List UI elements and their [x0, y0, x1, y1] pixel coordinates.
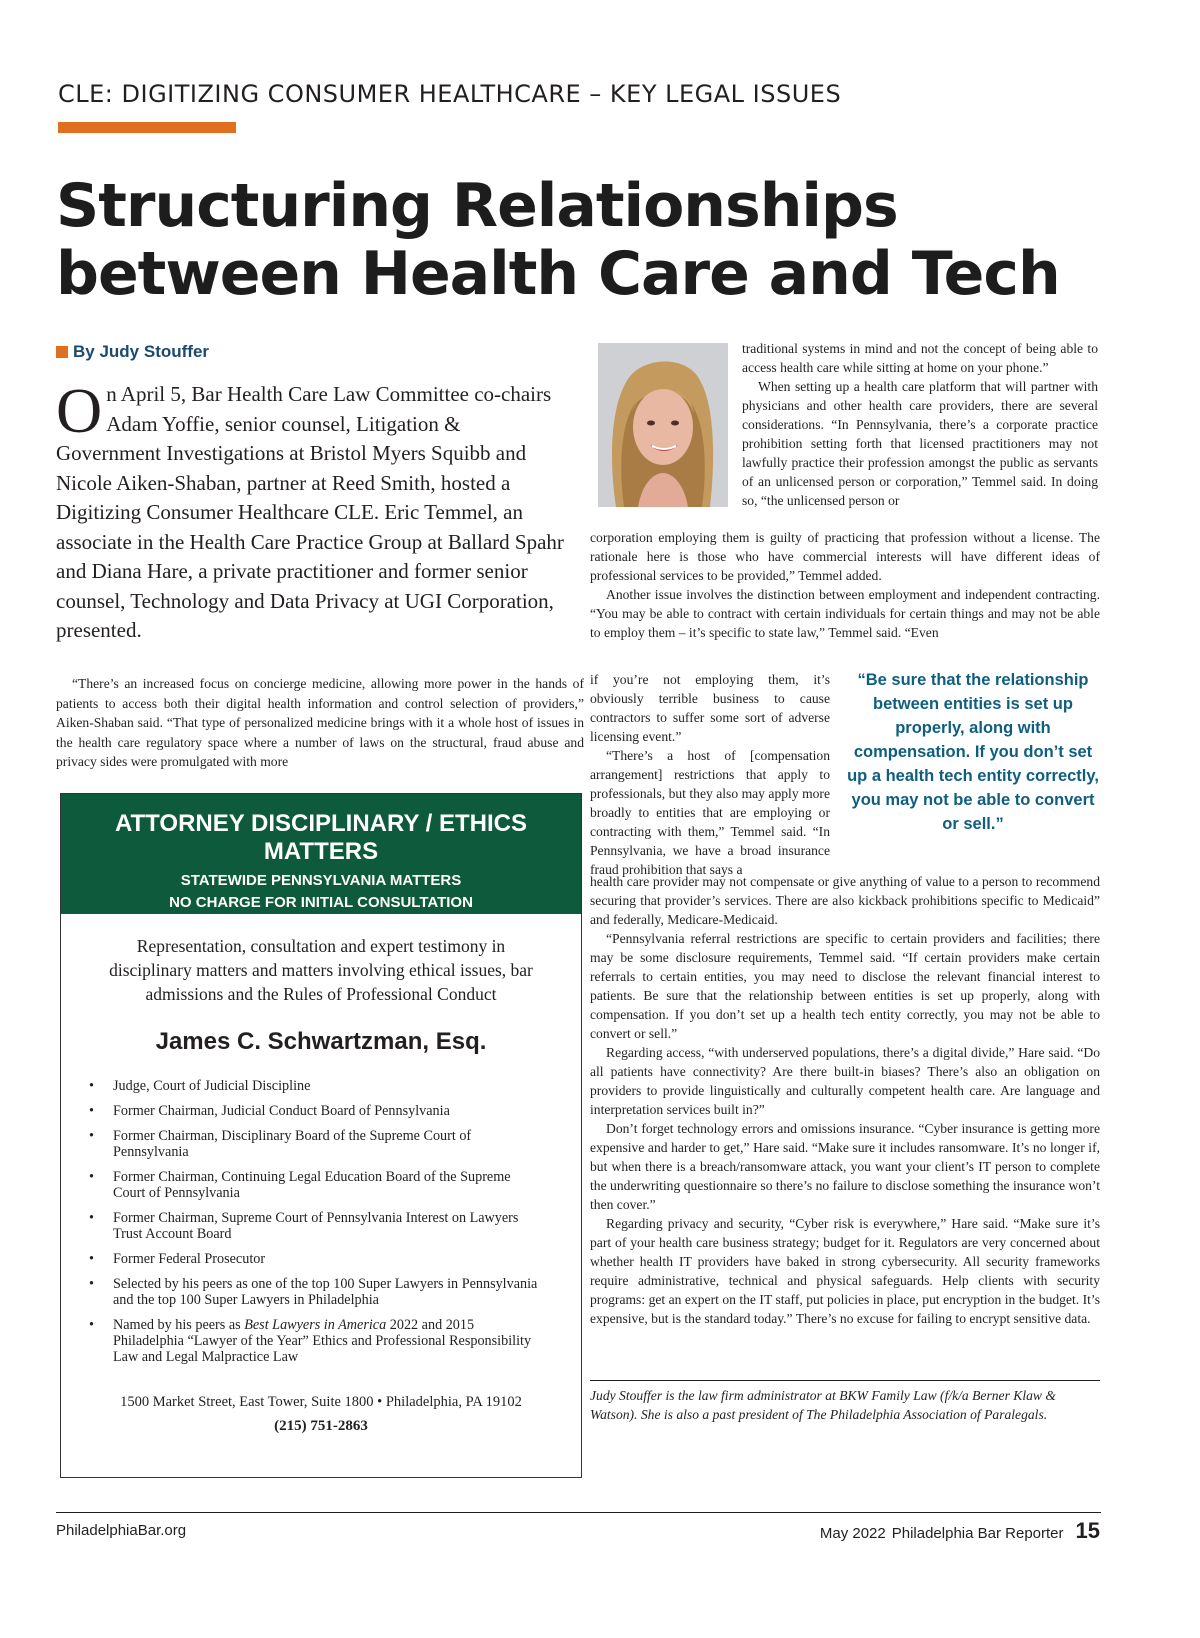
- article-column-2-bottom: [590, 872, 1100, 1328]
- list-item: • Judge, Court of Judicial Discipline: [89, 1078, 311, 1094]
- footer-publication: Philadelphia Bar Reporter: [891, 1525, 1064, 1542]
- body-paragraph: When setting up a health care platform that will partner with physicians and other health care providers, there are several considerations. “In Pennsylvania, there’s a corporate practice prohibition setting forth that licensed practitioners may not lawfully practice their profession amongst the public as servants of an unlicensed person or corporation,” Temmel said. In doing so, “the unlicensed person or: [742, 379, 1098, 508]
- body-paragraph: Don’t forget technology errors and omissions insurance. “Cyber insurance is getting more expensive and harder to get,” Hare said. “Make sure it includes ransomware. It’s no longer if, but when there is a breach/ransomware attack, you want your client’s IT person to complete the underwriting questionnaire so there’s no failure to disclose something the insurance won’t then cover.”: [590, 1121, 1100, 1212]
- body-paragraph: traditional systems in mind and not the concept of being able to access health care while sitting at home on your phone.”: [742, 341, 1098, 375]
- ad-header: [61, 794, 581, 914]
- ad-subtitle: STATEWIDE PENNSYLVANIA MATTERS: [180, 872, 462, 889]
- author-photo: [598, 343, 728, 507]
- ad-intro: Representation, consultation and expert testimony in disciplinary matters and matters involving ethical issues, bar admissions and the Rules of Professional Conduct: [109, 936, 533, 1004]
- footer-publication-info: [820, 1518, 1100, 1544]
- body-paragraph: “There’s a host of [compensation arrangement] restrictions that apply to professionals, but they also may apply more broadly to entities that are employing or contracting with them,” Temmel said. “In Pennsylvania, we have a broad insurance fraud prohibition that says a: [590, 748, 830, 877]
- article-column-2-top: [742, 339, 1098, 510]
- article-headline: Structuring Relationships between Health Care and Tech: [56, 171, 1060, 309]
- ad-address: 1500 Market Street, East Tower, Suite 1800 • Philadelphia, PA 19102: [120, 1394, 522, 1410]
- article-column-2-beside-quote: [590, 670, 830, 879]
- footer-date: May 2022: [819, 1525, 886, 1542]
- list-item: • Former Chairman, Supreme Court of Pennsylvania Interest on Lawyers Trust Account Board: [89, 1210, 519, 1242]
- bullet-icon: •: [89, 1210, 94, 1226]
- lead-text: n April 5, Bar Health Care Law Committee co-chairs Adam Yoffie, senior counsel, Litigation & Government Investigations at Bristol Myers Squibb and Nicole Aiken-Shaban, partner at Reed Smith, hosted a Digitizing Consumer Healthcare CLE. Eric Temmel, an associate in the Health Care Practice Group at Ballard Spahr and Diana Hare, a private practitioner and former senior counsel, Technology and Data Privacy at UGI Corporation, presented.: [56, 382, 564, 642]
- ad-attorney-name: James C. Schwartzman, Esq.: [155, 1028, 487, 1055]
- byline-square-icon: [56, 346, 68, 358]
- byline: [56, 342, 209, 362]
- kicker-accent-rule: [58, 122, 236, 133]
- body-paragraph: corporation employing them is guilty of practicing that profession without a license. The rationale here is those who have commercial interests will have different ideas of professional services to be provided,” Temmel added.: [590, 530, 1100, 583]
- body-paragraph: if you’re not employing them, it’s obviously terrible business to cause contractors to suffer some sort of adverse licensing event.”: [590, 672, 830, 744]
- bio-divider: [590, 1380, 1100, 1381]
- byline-text: By Judy Stouffer: [73, 342, 210, 361]
- bullet-icon: •: [89, 1276, 94, 1292]
- bullet-icon: •: [89, 1078, 94, 1094]
- body-paragraph: health care provider may not compensate or give anything of value to a person to recommend securing that provider’s services. There are also kickback prohibitions specific to Medicaid” and federally, Medicare-Medicaid.: [590, 874, 1100, 927]
- footer-divider: [56, 1512, 1101, 1513]
- bullet-icon: •: [89, 1251, 94, 1267]
- list-item: • Former Federal Prosecutor: [89, 1251, 266, 1267]
- ad-title: ATTORNEY DISCIPLINARY / ETHICS MATTERS: [114, 810, 528, 865]
- body-paragraph: Regarding privacy and security, “Cyber risk is everywhere,” Hare said. “Make sure it’s part of your health care business strategy; budget for it. Regulators are very concerned about whether health IT providers have baked in strong cybersecurity. All security frameworks require administrative, technical and physical safeguards. Help clients with security programs: get an expert on the IT staff, put policies in place, put encryption in the budget. It’s expensive, but is the standard today.” There’s no excuse for failing to encrypt sensitive data.: [590, 1216, 1100, 1326]
- ad-subtitle: NO CHARGE FOR INITIAL CONSULTATION: [169, 894, 473, 911]
- author-bio: Judy Stouffer is the law firm administrator at BKW Family Law (f/k/a Berner Klaw & Watson). She is also a past president of The Philadelphia Association of Paralegals.: [590, 1388, 1056, 1422]
- body-paragraph: Regarding access, “with underserved populations, there’s a digital divide,” Hare said. “Do all patients have connectivity? Are there built-in biases? There’s also an obligation on providers to provide linguistically and culturally competent health care. Are language and interpretation services built in?”: [590, 1045, 1100, 1117]
- bullet-icon: •: [89, 1169, 94, 1185]
- drop-cap: O: [56, 375, 103, 446]
- bullet-icon: •: [89, 1128, 94, 1144]
- list-item: • Former Chairman, Continuing Legal Education Board of the Supreme Court of Pennsylvania: [89, 1169, 511, 1201]
- pull-quote: “Be sure that the relationship between entities is set up properly, along with compensation. If you don’t set up a health tech entity correctly, you may not be able to convert or sell.”: [847, 671, 1099, 833]
- footer-website: PhiladelphiaBar.org: [56, 1522, 187, 1539]
- body-paragraph: Another issue involves the distinction between employment and independent contracting. “You may be able to contract with certain individuals for certain things and may not be able to employ them – it’s specific to state law,” Temmel said. “Even: [590, 587, 1100, 640]
- list-item: • Former Chairman, Judicial Conduct Board of Pennsylvania: [89, 1103, 450, 1119]
- advertisement-box: [60, 793, 582, 1478]
- list-item: • Selected by his peers as one of the top 100 Super Lawyers in Pennsylvania and the top 100 Super Lawyers in Philadelphia: [89, 1276, 538, 1308]
- ad-credentials-list: [83, 1078, 545, 1365]
- author-photo-illustration: [598, 343, 728, 507]
- article-column-2-mid: [590, 528, 1100, 642]
- list-item: • Named by his peers as Best Lawyers in America 2022 and 2015 Philadelphia “Lawyer of the Year” Ethics and Professional Responsibility Law and Legal Malpractice Law: [89, 1317, 532, 1365]
- page-number: 15: [1075, 1518, 1100, 1543]
- section-kicker: CLE: DIGITIZING CONSUMER HEALTHCARE – KEY LEGAL ISSUES: [58, 80, 842, 108]
- bullet-icon: •: [89, 1103, 94, 1119]
- body-paragraph: “Pennsylvania referral restrictions are specific to certain providers and facilities; there may be some disclosure requirements, Temmel said. “If certain providers make certain referrals to certain entities, you may need to disclose the relevant financial interest to patients. Be sure that the relationship between entities is set up properly, along with compensation. If you don’t set up a health tech entity correctly, you may not be able to convert or sell.”: [590, 931, 1100, 1041]
- lead-paragraph: [56, 375, 566, 646]
- ad-phone: (215) 751-2863: [274, 1418, 368, 1434]
- list-item: • Former Chairman, Disciplinary Board of the Supreme Court of Pennsylvania: [89, 1128, 472, 1160]
- body-paragraph: “There’s an increased focus on concierge medicine, allowing more power in the hands of patients to access both their digital health information and control selection of providers,” Aiken-Shaban said. “That type of personalized medicine brings with it a whole host of issues in the health care regulatory space where a number of laws on the structural, fraud abuse and privacy sides were promulgated with more: [56, 676, 584, 769]
- bullet-icon: •: [89, 1317, 94, 1333]
